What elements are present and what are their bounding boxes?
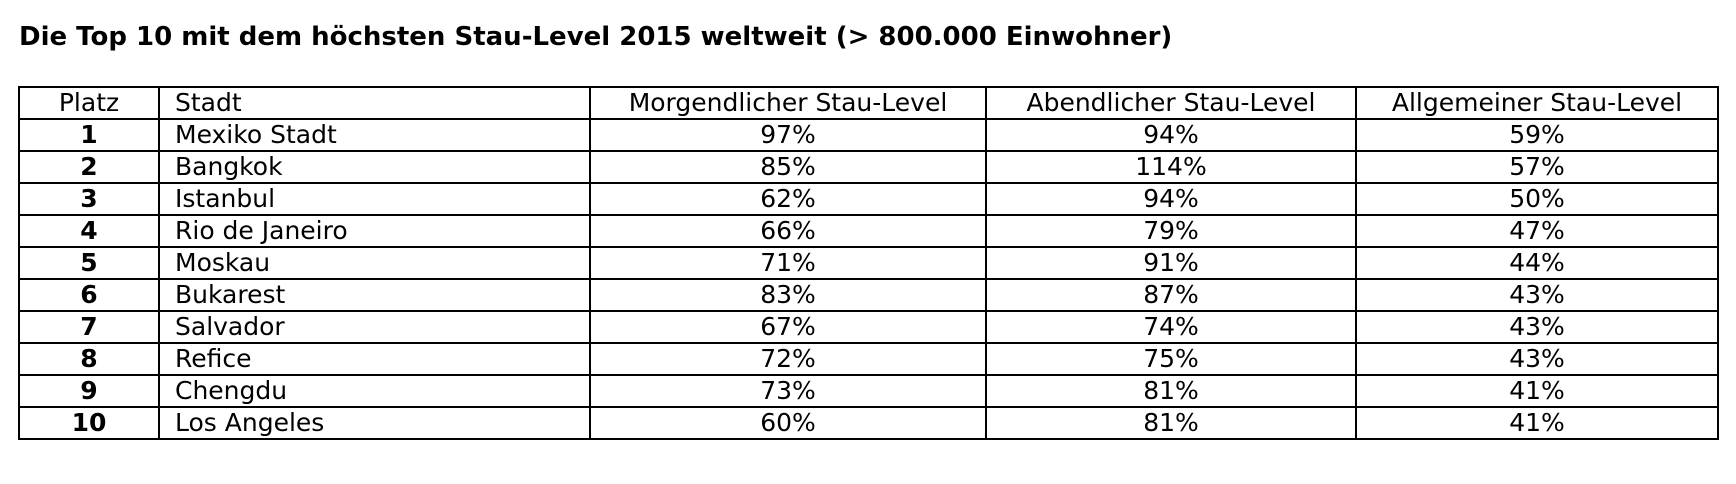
- cell-overall: 47%: [1356, 215, 1718, 247]
- table-row: [19, 215, 1718, 247]
- cell-city: Mexiko Stadt: [159, 119, 590, 151]
- cell-evening: 114%: [986, 151, 1356, 183]
- cell-rank: 1: [19, 119, 159, 151]
- cell-morning: 85%: [590, 151, 986, 183]
- table-row: [19, 119, 1718, 151]
- cell-overall: 41%: [1356, 407, 1718, 439]
- table-body: [19, 119, 1718, 439]
- table-row: [19, 343, 1718, 375]
- table-row: [19, 279, 1718, 311]
- cell-overall: 43%: [1356, 279, 1718, 311]
- cell-city: Moskau: [159, 247, 590, 279]
- cell-city: Istanbul: [159, 183, 590, 215]
- cell-evening: 74%: [986, 311, 1356, 343]
- header-overall: Allgemeiner Stau-Level: [1356, 87, 1718, 119]
- cell-morning: 62%: [590, 183, 986, 215]
- cell-rank: 5: [19, 247, 159, 279]
- table-row: [19, 375, 1718, 407]
- header-evening: Abendlicher Stau-Level: [986, 87, 1356, 119]
- table-title: Die Top 10 mit dem höchsten Stau-Level 2015 weltweit (> 800.000 Einwohner): [19, 22, 1173, 52]
- cell-city: Los Angeles: [159, 407, 590, 439]
- cell-overall: 43%: [1356, 311, 1718, 343]
- cell-city: Refice: [159, 343, 590, 375]
- table-row: [19, 183, 1718, 215]
- cell-overall: 41%: [1356, 375, 1718, 407]
- header-city: Stadt: [159, 87, 590, 119]
- cell-morning: 60%: [590, 407, 986, 439]
- cell-rank: 2: [19, 151, 159, 183]
- cell-morning: 83%: [590, 279, 986, 311]
- cell-evening: 91%: [986, 247, 1356, 279]
- header-row: [19, 87, 1718, 119]
- header-rank: Platz: [19, 87, 159, 119]
- cell-rank: 9: [19, 375, 159, 407]
- cell-morning: 66%: [590, 215, 986, 247]
- cell-morning: 71%: [590, 247, 986, 279]
- cell-evening: 94%: [986, 119, 1356, 151]
- cell-city: Bangkok: [159, 151, 590, 183]
- header-morning: Morgendlicher Stau-Level: [590, 87, 986, 119]
- cell-rank: 4: [19, 215, 159, 247]
- cell-city: Salvador: [159, 311, 590, 343]
- table-row: [19, 407, 1718, 439]
- cell-evening: 79%: [986, 215, 1356, 247]
- cell-overall: 57%: [1356, 151, 1718, 183]
- cell-rank: 3: [19, 183, 159, 215]
- cell-city: Bukarest: [159, 279, 590, 311]
- congestion-table: [18, 86, 1719, 440]
- cell-morning: 67%: [590, 311, 986, 343]
- cell-rank: 7: [19, 311, 159, 343]
- cell-evening: 81%: [986, 375, 1356, 407]
- cell-overall: 50%: [1356, 183, 1718, 215]
- cell-overall: 44%: [1356, 247, 1718, 279]
- cell-evening: 75%: [986, 343, 1356, 375]
- cell-evening: 81%: [986, 407, 1356, 439]
- cell-morning: 72%: [590, 343, 986, 375]
- cell-evening: 87%: [986, 279, 1356, 311]
- cell-morning: 73%: [590, 375, 986, 407]
- table-row: [19, 247, 1718, 279]
- cell-evening: 94%: [986, 183, 1356, 215]
- table-row: [19, 311, 1718, 343]
- cell-city: Chengdu: [159, 375, 590, 407]
- cell-rank: 8: [19, 343, 159, 375]
- cell-city: Rio de Janeiro: [159, 215, 590, 247]
- cell-morning: 97%: [590, 119, 986, 151]
- table-row: [19, 151, 1718, 183]
- cell-overall: 59%: [1356, 119, 1718, 151]
- cell-rank: 10: [19, 407, 159, 439]
- cell-overall: 43%: [1356, 343, 1718, 375]
- cell-rank: 6: [19, 279, 159, 311]
